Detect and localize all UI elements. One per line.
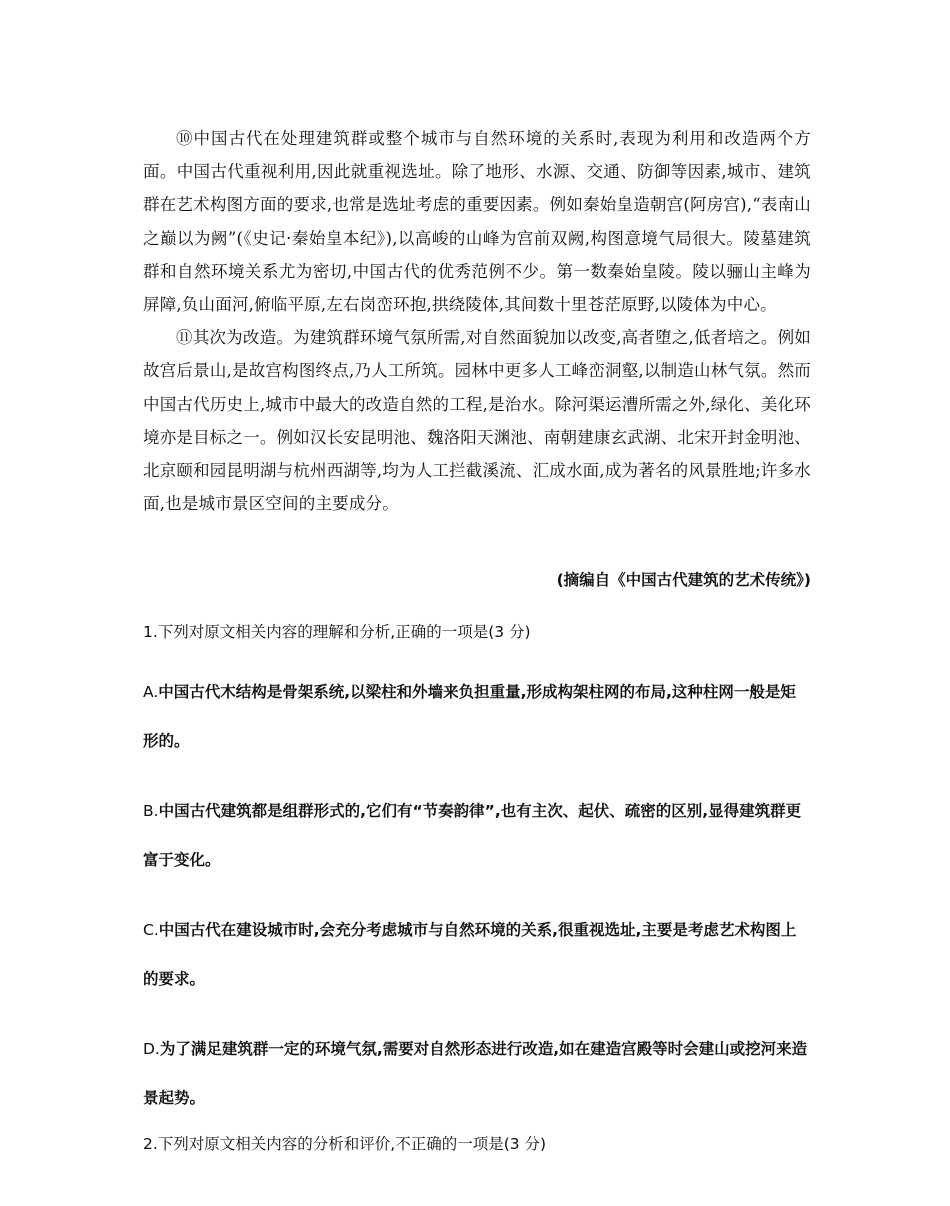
option-text: 为了满足建筑群一定的环境气氛,需要对自然形态进行改造,如在建造宫殿等时会建山或挖河来造景起势。 bbox=[143, 1040, 808, 1107]
paragraph-11: ⑪其次为改造。为建筑群环境气氛所需,对自然面貌加以改变,高者堕之,低者培之。例如故宫后景山,是故宫构图终点,乃人工所筑。园林中更多人工峰峦洞壑,以制造山林气氛。然而中国古代历史上,城市中最大的改造自然的工程,是治水。除河渠运漕所需之外,绿化、美化环境亦是目标之一。例如汉长安昆明池、魏洛阳天渊池、南朝建康玄武湖、北宋开封金明池、北京颐和园昆明湖与杭州西湖等,均为人工拦截溪流、汇成水面,成为著名的风景胜地;许多水面,也是城市景区空间的主要成分。 bbox=[143, 328, 811, 514]
paragraph-10: ⑩中国古代在处理建筑群或整个城市与自然环境的关系时,表现为利用和改造两个方面。中国古代重视利用,因此就重视选址。除了地形、水源、交通、防御等因素,城市、建筑群在艺术构图方面的要求,也常是选址考虑的重要因素。例如秦始皇造朝宫(阿房宫),“表南山之巅以为阙”(《史记·秦始皇本纪》),以高峻的山峰为宫前双阙,构图意境气局很大。陵墓建筑群和自然环境关系尤为密切,中国古代的优秀范例不少。第一数秦始皇陵。陵以骊山主峰为屏障,负山面河,俯临平原,左右岗峦环抱,拱绕陵体,其间数十里苍茫原野,以陵体为中心。 bbox=[143, 129, 811, 315]
question-1-option-c bbox=[143, 906, 811, 1003]
question-1-option-a bbox=[143, 668, 811, 765]
option-letter: B. bbox=[143, 802, 159, 820]
question-1-option-d bbox=[143, 1025, 811, 1122]
question-1-stem: 1.下列对原文相关内容的理解和分析,正确的一项是(3 分) bbox=[143, 623, 531, 641]
option-letter: A. bbox=[143, 683, 159, 701]
option-text: 中国古代建筑都是组群形式的,它们有“节奏韵律”,也有主次、起伏、疏密的区别,显得建筑群更富于变化。 bbox=[143, 802, 802, 869]
option-text: 中国古代木结构是骨架系统,以梁柱和外墙来负担重量,形成构架柱网的布局,这种柱网一般是矩形的。 bbox=[143, 683, 796, 750]
reading-passage bbox=[143, 122, 811, 520]
questions-section bbox=[143, 620, 811, 1156]
option-letter: D. bbox=[143, 1040, 160, 1058]
question-1-option-b bbox=[143, 787, 811, 884]
question-2-stem: 2.下列对原文相关内容的分析和评价,不正确的一项是(3 分) bbox=[143, 1135, 547, 1153]
option-letter: C. bbox=[143, 921, 159, 939]
passage-source: (摘编自《中国古代建筑的艺术传统》) bbox=[556, 571, 811, 589]
option-text: 中国古代在建设城市时,会充分考虑城市与自然环境的关系,很重视选址,主要是考虑艺术构图上的要求。 bbox=[143, 921, 797, 988]
